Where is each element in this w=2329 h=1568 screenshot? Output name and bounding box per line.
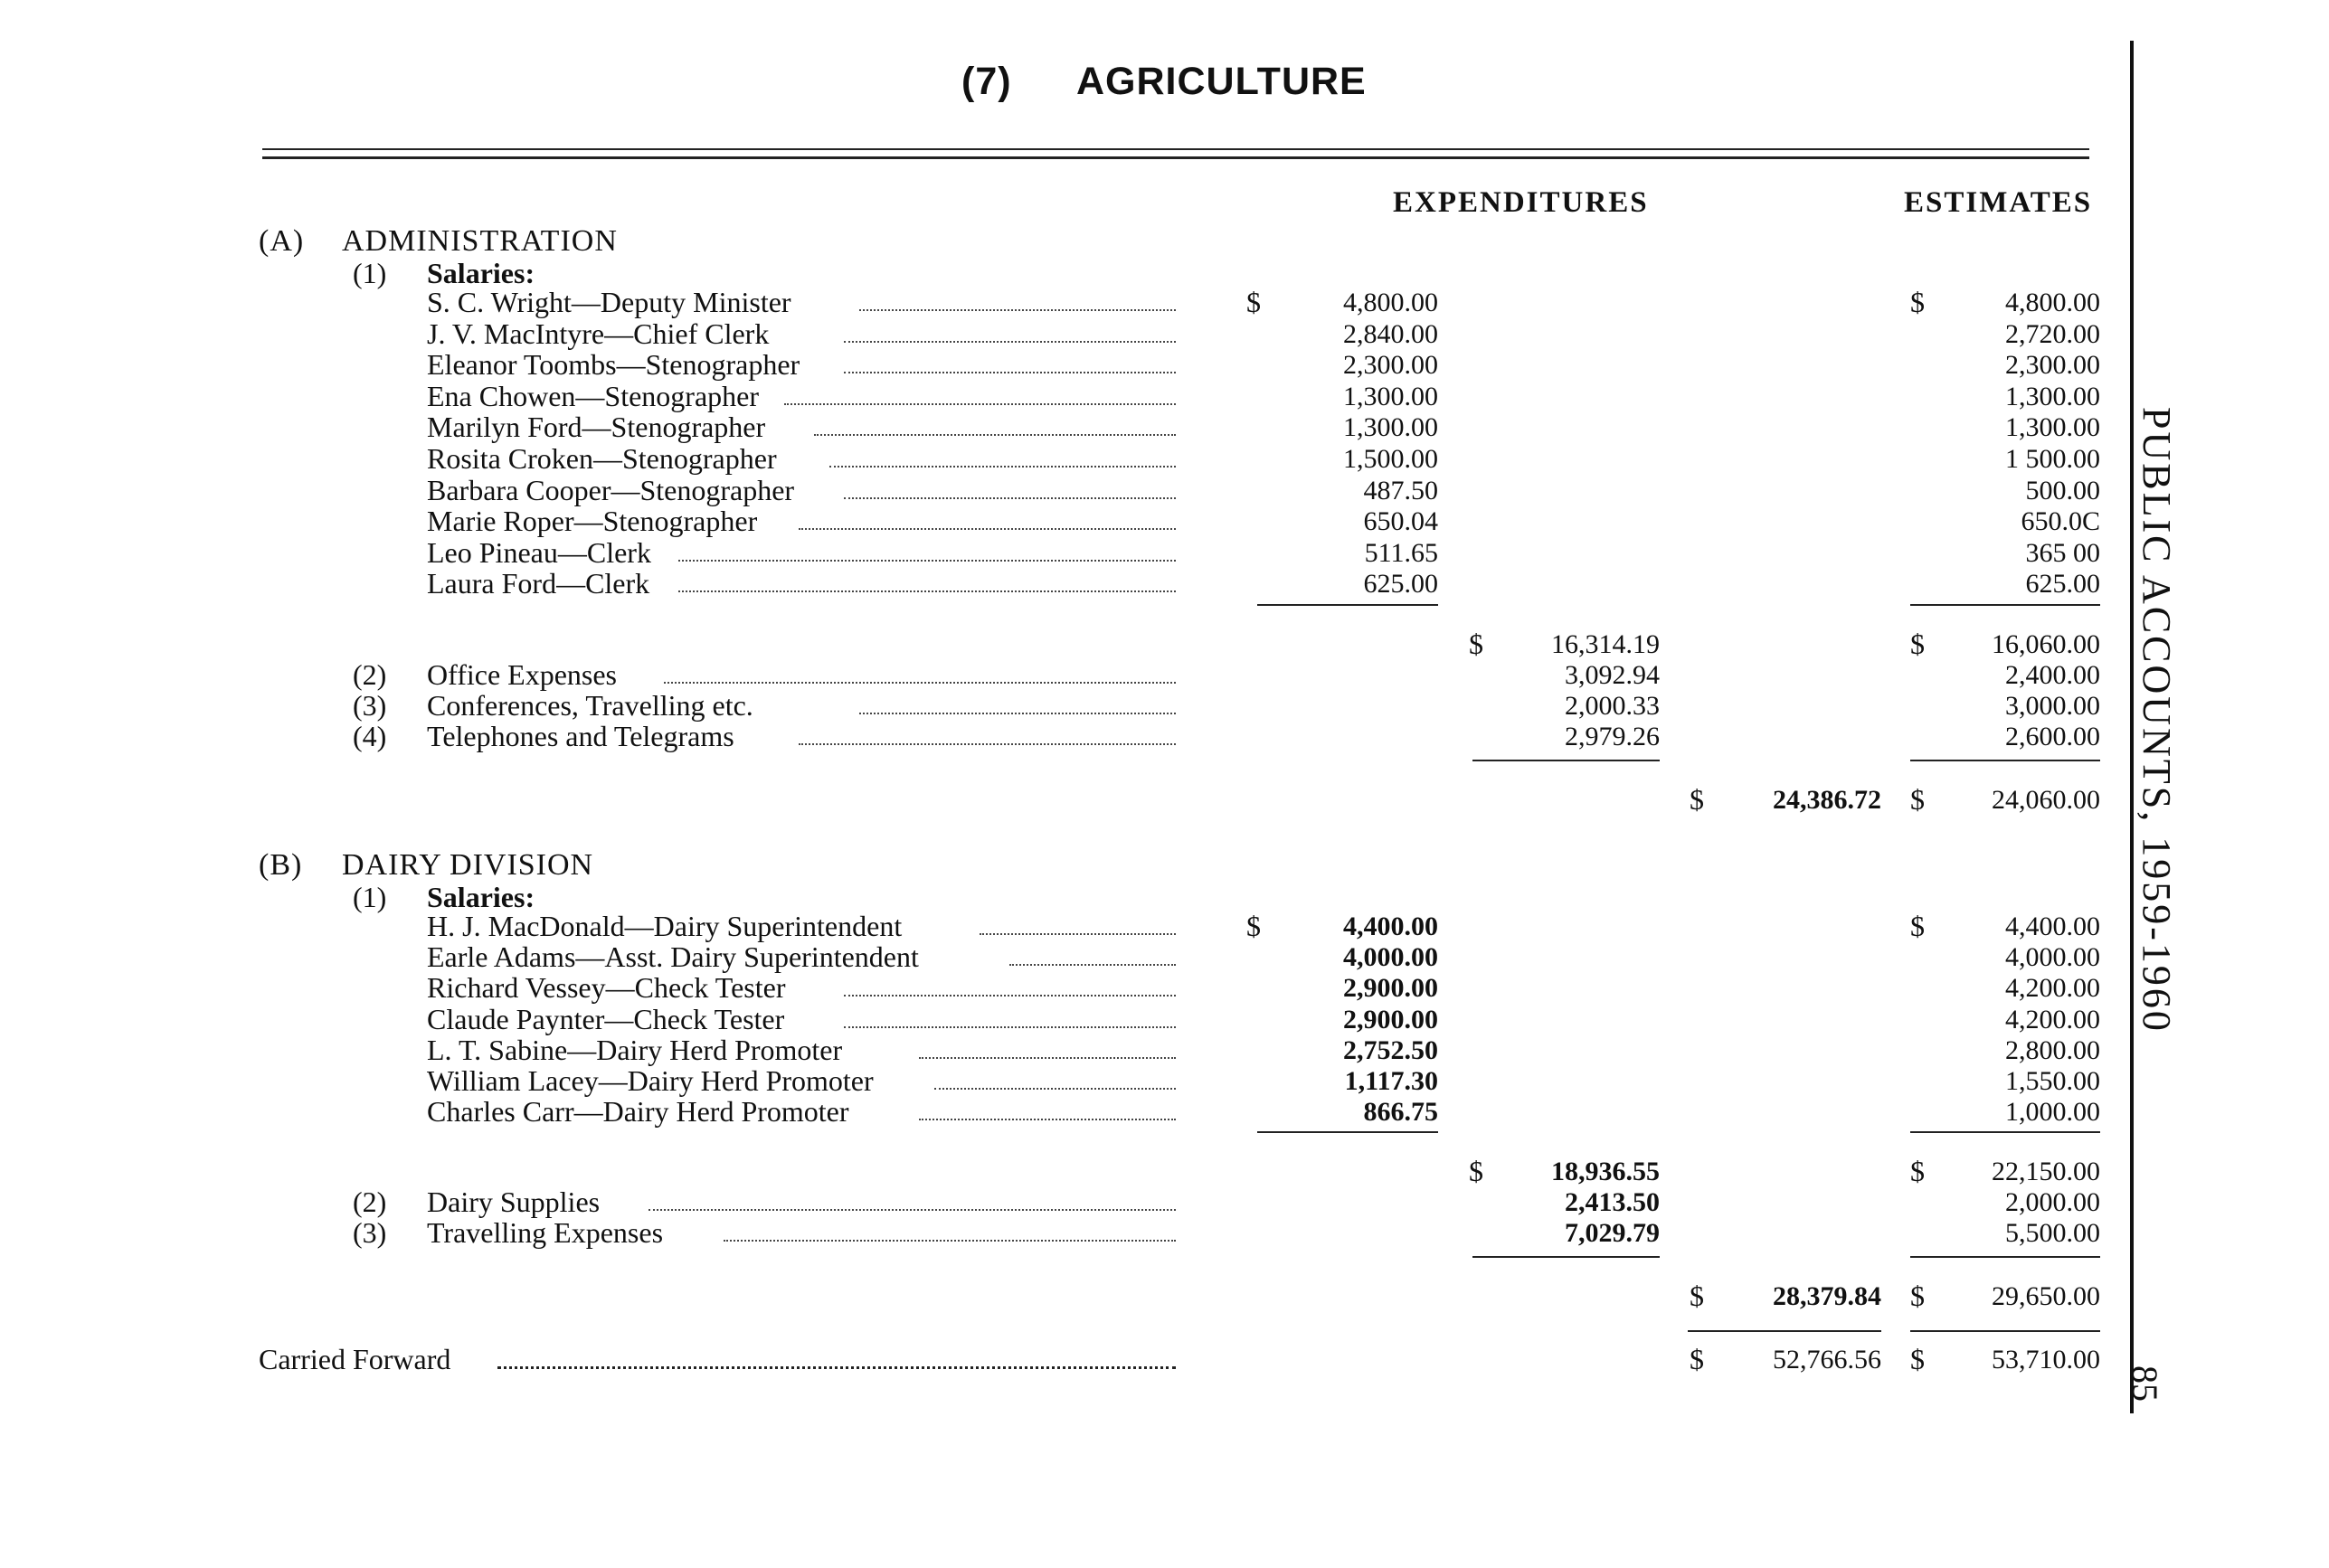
- section-b-salaries-label: Salaries:: [427, 881, 535, 913]
- section_a-salaries-rule: [1257, 604, 1438, 606]
- section_b-item-label: Dairy Supplies: [427, 1185, 601, 1219]
- section_a-staff-leader: [678, 560, 1176, 562]
- section_a-item-num: (4): [353, 720, 387, 752]
- section_a-staff-est: 1,300.00: [2005, 412, 2100, 443]
- section_b-staff-name: Claude Paynter—Check Tester: [427, 1002, 785, 1035]
- section_b-staff-exp: 1,117.30: [1344, 1066, 1438, 1096]
- section_a-staff-name: Marilyn Ford—Stenographer: [427, 411, 766, 444]
- section_a-staff-leader: [814, 434, 1176, 436]
- section-a-title: ADMINISTRATION: [342, 224, 618, 258]
- section_a-staff-est: 365 00: [2025, 537, 2100, 568]
- section_b-staff-est: 4,000.00: [2005, 942, 2100, 973]
- section_b-staff-leader: [844, 1026, 1176, 1028]
- section-b-letter: (B): [259, 848, 303, 882]
- section_a-total-exp-dollar: $: [1690, 783, 1704, 816]
- section_b-total-exp: 28,379.84: [1773, 1281, 1881, 1312]
- section_a-staff-leader: [844, 341, 1176, 343]
- section_b-staff-est-dollar: $: [1910, 910, 1925, 942]
- section_b-staff-exp: 2,900.00: [1343, 1004, 1438, 1034]
- carried-forward-rule-est: [1910, 1330, 2100, 1332]
- section_a-staff-leader: [844, 497, 1176, 499]
- section_a-staff-name: J. V. MacIntyre—Chief Clerk: [427, 316, 770, 350]
- section_b-item-label: Travelling Expenses: [427, 1216, 664, 1250]
- section_a-staff-est: 4,800.00: [2005, 288, 2100, 317]
- section_a-staff-exp: 2,840.00: [1343, 318, 1438, 349]
- section_a-staff-exp: 2,300.00: [1343, 350, 1438, 381]
- section_b-subtotal-exp-dollar: $: [1469, 1155, 1483, 1188]
- section_a-staff-exp-dollar: $: [1246, 286, 1261, 318]
- section_b-items-est-rule: [1910, 1256, 2100, 1258]
- section_a-item-leader: [859, 713, 1176, 714]
- section_b-staff-exp: 866.75: [1363, 1097, 1438, 1128]
- section_a-staff-exp: 511.65: [1364, 537, 1438, 568]
- side-title-text: PUBLIC ACCOUNTS, 1959-1960: [2135, 407, 2179, 1034]
- carried-forward-leader: [497, 1366, 1176, 1369]
- section_b-salaries-rule: [1257, 1131, 1438, 1133]
- section_a-staff-exp: 625.00: [1363, 569, 1438, 600]
- section_a-total-est-dollar: $: [1910, 783, 1925, 816]
- section_a-staff-leader: [859, 309, 1176, 311]
- section_a-staff-name: Marie Roper—Stenographer: [427, 505, 758, 538]
- section_a-item-est: 3,000.00: [2005, 691, 2100, 721]
- header-expenditures: EXPENDITURES: [1393, 186, 1649, 219]
- section_a-staff-est: 500.00: [2025, 475, 2100, 505]
- section_a-staff-name: Barbara Cooper—Stenographer: [427, 473, 795, 506]
- section_b-subtotal-est-dollar: $: [1910, 1155, 1925, 1188]
- section_b-staff-name: William Lacey—Dairy Herd Promoter: [427, 1064, 874, 1097]
- section_b-staff-est: 4,200.00: [2005, 973, 2100, 1004]
- section_b-item-est: 5,500.00: [2005, 1218, 2100, 1249]
- carried-forward-label: Carried Forward: [259, 1343, 451, 1376]
- section_a-staff-exp: 1,300.00: [1343, 412, 1438, 443]
- section_a-subtotal-est-dollar: $: [1910, 628, 1925, 660]
- carried-forward-est: 53,710.00: [1992, 1345, 2100, 1375]
- section_a-staff-leader: [678, 590, 1176, 592]
- section_b-staff-est: 1,000.00: [2005, 1097, 2100, 1128]
- section-b-salaries-num: (1): [353, 881, 387, 913]
- section-a-letter: (A): [259, 224, 305, 258]
- page-title-number: (7): [961, 60, 1012, 103]
- section-b-title: DAIRY DIVISION: [342, 848, 594, 882]
- section-a-salaries-label: Salaries:: [427, 257, 535, 289]
- section_b-staff-name: Charles Carr—Dairy Herd Promoter: [427, 1095, 849, 1129]
- carried-forward-rule-exp: [1688, 1330, 1881, 1332]
- section_b-item-leader: [649, 1209, 1176, 1211]
- section_b-item-num: (3): [353, 1216, 387, 1250]
- section_a-subtotal-exp-dollar: $: [1469, 628, 1483, 660]
- section_b-staff-exp-dollar: $: [1246, 910, 1261, 942]
- section_b-staff-name: Richard Vessey—Check Tester: [427, 971, 786, 1005]
- section_a-staff-name: Ena Chowen—Stenographer: [427, 379, 760, 412]
- section_b-staff-leader: [1009, 964, 1176, 966]
- section_a-item-exp: 2,979.26: [1565, 722, 1660, 751]
- page-title-label: AGRICULTURE: [1076, 60, 1367, 103]
- section_a-staff-est: 2,300.00: [2005, 350, 2100, 381]
- header-estimates: ESTIMATES: [1904, 186, 2093, 219]
- section_a-total-exp: 24,386.72: [1773, 785, 1881, 815]
- section_a-item-est: 2,400.00: [2005, 660, 2100, 690]
- section_a-staff-est-dollar: $: [1910, 286, 1925, 318]
- section_b-total-est: 29,650.00: [1992, 1281, 2100, 1312]
- carried-forward-exp: 52,766.56: [1773, 1345, 1881, 1375]
- section_a-staff-name: Rosita Croken—Stenographer: [427, 442, 777, 475]
- section_a-staff-name: Leo Pineau—Clerk: [427, 535, 651, 569]
- section_b-items-rule: [1472, 1256, 1660, 1258]
- section_a-staff-leader: [784, 403, 1176, 405]
- section_a-staff-exp: 487.50: [1363, 475, 1438, 505]
- section_b-item-exp: 7,029.79: [1565, 1218, 1660, 1249]
- section_b-staff-exp: 2,752.50: [1343, 1034, 1438, 1065]
- top-rule: [262, 148, 2089, 150]
- section_b-staff-leader: [934, 1088, 1176, 1090]
- section_a-staff-leader: [844, 372, 1176, 373]
- section_a-item-label: Conferences, Travelling etc.: [427, 689, 753, 722]
- section_a-staff-leader: [799, 528, 1176, 530]
- section_a-item-exp: 3,092.94: [1565, 660, 1660, 690]
- section_a-staff-est: 1 500.00: [2005, 444, 2100, 474]
- section_b-subtotal-exp: 18,936.55: [1551, 1157, 1660, 1187]
- section_b-staff-leader: [844, 995, 1176, 997]
- section_a-staff-name: Laura Ford—Clerk: [427, 567, 650, 600]
- section_a-items-rule: [1472, 760, 1660, 761]
- section_a-item-est: 2,600.00: [2005, 722, 2100, 751]
- section_a-staff-exp: 1,300.00: [1343, 381, 1438, 411]
- section_a-salaries-est-rule: [1910, 604, 2100, 606]
- section_a-staff-name: S. C. Wright—Deputy Minister: [427, 286, 791, 318]
- section_a-staff-exp: 4,800.00: [1343, 288, 1438, 317]
- section_a-item-exp: 2,000.33: [1565, 691, 1660, 721]
- section_a-staff-est: 1,300.00: [2005, 381, 2100, 411]
- section_a-subtotal-exp: 16,314.19: [1551, 629, 1660, 659]
- section_b-staff-name: Earle Adams—Asst. Dairy Superintendent: [427, 940, 919, 974]
- carried-forward-est-dollar: $: [1910, 1343, 1925, 1376]
- section_a-staff-est: 650.0C: [2021, 506, 2100, 537]
- section_b-staff-exp: 4,000.00: [1343, 942, 1438, 973]
- section_b-staff-leader: [919, 1119, 1176, 1120]
- section_b-total-est-dollar: $: [1910, 1280, 1925, 1313]
- top-rule-2: [262, 156, 2089, 159]
- page-number: 85: [2125, 1365, 2165, 1402]
- section_b-staff-exp: 4,400.00: [1343, 912, 1438, 941]
- section_a-staff-est: 625.00: [2025, 569, 2100, 600]
- section_b-total-exp-dollar: $: [1690, 1280, 1704, 1313]
- carried-forward-exp-dollar: $: [1690, 1343, 1704, 1376]
- section_a-item-num: (2): [353, 658, 387, 691]
- section-a-salaries-num: (1): [353, 257, 387, 289]
- section_a-subtotal-est: 16,060.00: [1992, 629, 2100, 659]
- section_b-item-leader: [724, 1240, 1176, 1242]
- section_a-item-leader: [664, 682, 1176, 684]
- section_b-subtotal-est: 22,150.00: [1992, 1157, 2100, 1187]
- section_b-staff-leader: [980, 933, 1176, 935]
- section_b-salaries-est-rule: [1910, 1131, 2100, 1133]
- section_a-item-label: Telephones and Telegrams: [427, 720, 734, 752]
- section_a-staff-name: Eleanor Toombs—Stenographer: [427, 348, 800, 382]
- section_b-staff-exp: 2,900.00: [1343, 973, 1438, 1004]
- section_a-staff-exp: 1,500.00: [1343, 444, 1438, 474]
- section_b-staff-est: 4,200.00: [2005, 1004, 2100, 1034]
- section_b-item-est: 2,000.00: [2005, 1187, 2100, 1218]
- section_b-item-exp: 2,413.50: [1565, 1187, 1660, 1218]
- section_a-total-est: 24,060.00: [1992, 785, 2100, 815]
- section_b-staff-leader: [919, 1057, 1176, 1059]
- section_a-staff-leader: [829, 466, 1176, 468]
- section_b-staff-est: 2,800.00: [2005, 1034, 2100, 1065]
- section_b-staff-est: 1,550.00: [2005, 1066, 2100, 1096]
- section_a-staff-est: 2,720.00: [2005, 318, 2100, 349]
- section_a-item-label: Office Expenses: [427, 658, 617, 691]
- section_a-staff-exp: 650.04: [1363, 506, 1438, 537]
- section_a-item-leader: [799, 743, 1176, 745]
- section_a-items-est-rule: [1910, 760, 2100, 761]
- section_b-item-num: (2): [353, 1185, 387, 1219]
- section_a-item-num: (3): [353, 689, 387, 722]
- section_b-staff-name: H. J. MacDonald—Dairy Superintendent: [427, 910, 903, 942]
- section_b-staff-name: L. T. Sabine—Dairy Herd Promoter: [427, 1033, 843, 1066]
- section_b-staff-est: 4,400.00: [2005, 912, 2100, 941]
